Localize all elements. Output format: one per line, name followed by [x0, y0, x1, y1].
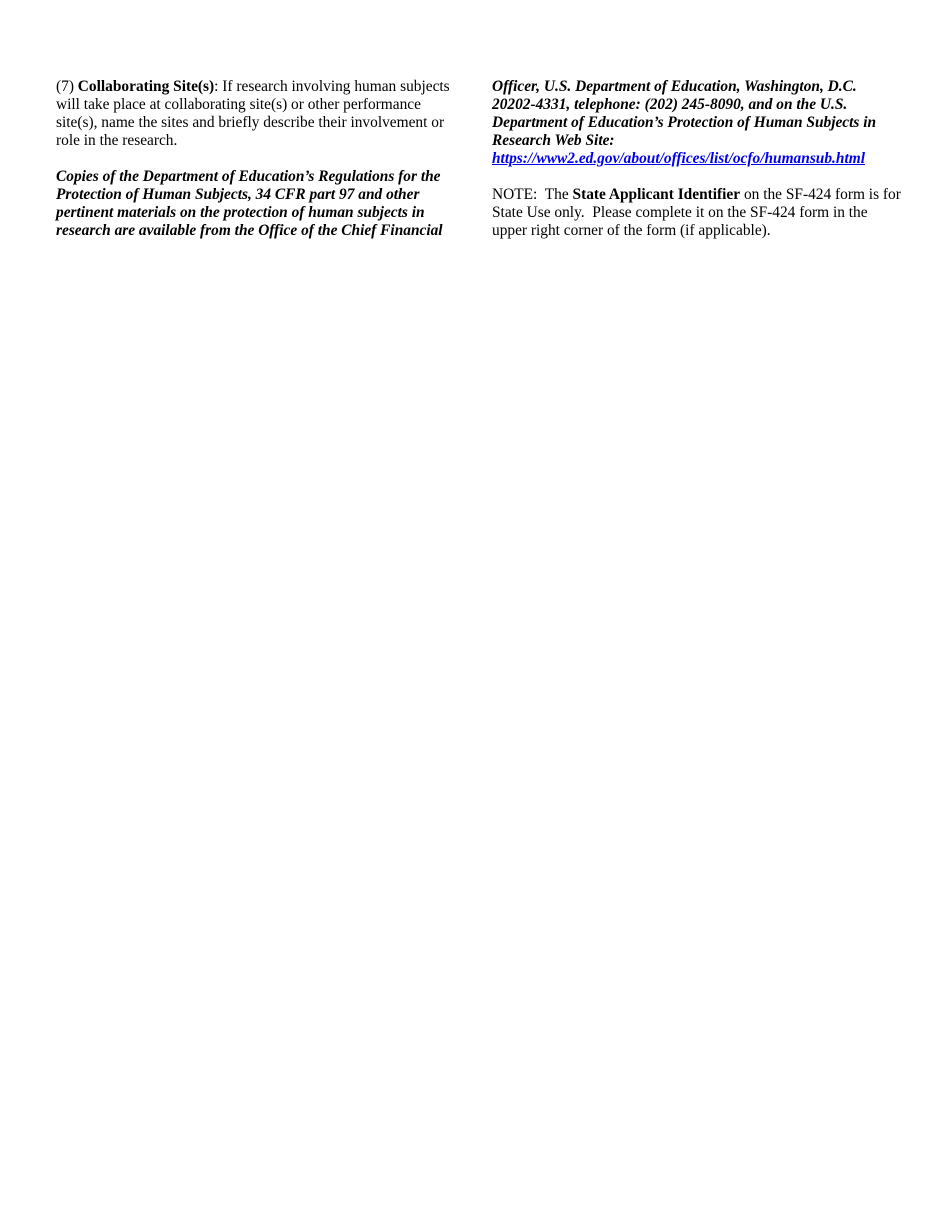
collaborating-sites-heading: Collaborating Site(s) [77, 78, 215, 95]
note-text: on the SF-424 form is for State Use only. Please complete it on the SF-424 form in the upper right corner of the form (if applicable). [492, 186, 905, 239]
contact-paragraph [492, 78, 902, 168]
note-prefix: NOTE: The [492, 186, 573, 203]
collaborating-sites-text: : If research involving human subjects will take place at collaborating site(s) or other performance site(s), name the sites and briefly describe their involvement or role in the research. [56, 78, 450, 149]
collaborating-sites-paragraph [56, 78, 461, 150]
left-column [56, 78, 461, 240]
item-number: (7) [56, 78, 78, 95]
state-applicant-identifier-label: State Applicant Identifier [572, 186, 741, 203]
regulations-paragraph: Copies of the Department of Education’s Regulations for the Protection of Human Subjects, 34 CFR part 97 and other pertinent materials on the protection of human subjects in research are available from the Office of the Chief Financial [56, 168, 443, 239]
right-column [492, 78, 905, 240]
contact-text: Officer, U.S. Department of Education, Washington, D.C. 20202-4331, telephone: (202) 245-8090, and on the U.S. Department of Education’s Protection of Human Subjects in Research Web Site: [492, 78, 877, 149]
note-paragraph [492, 186, 905, 240]
humansub-link[interactable]: https://www2.ed.gov/about/offices/list/ocfo/humansub.html [492, 150, 865, 167]
